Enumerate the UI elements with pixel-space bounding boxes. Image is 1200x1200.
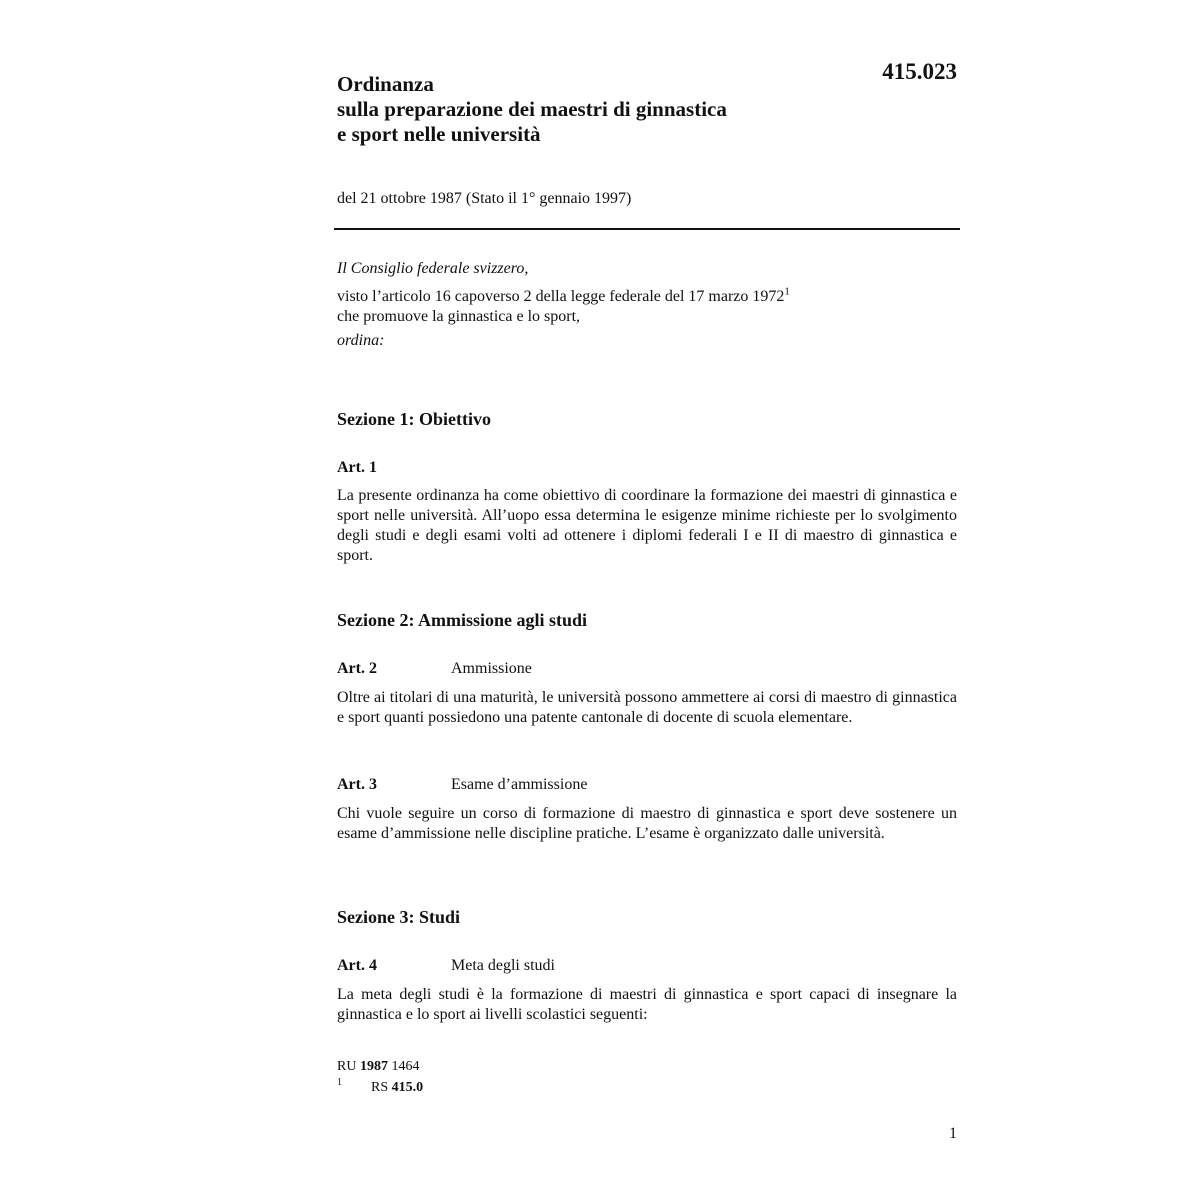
article-number: Art. 4 [337, 957, 377, 974]
article-2-heading [337, 659, 957, 679]
official-collection-ref [337, 1058, 737, 1076]
section-heading-3: Sezione 3: Studi [337, 907, 461, 927]
article-1-heading [337, 458, 957, 478]
footnote-prefix: RS [371, 1080, 389, 1095]
title-line-3: e sport nelle università [337, 122, 541, 146]
ru-page: 1464 [391, 1059, 420, 1074]
sr-number: 415.023 [882, 59, 957, 84]
preamble-decree: ordina: [337, 332, 385, 349]
article-2-text: Oltre ai titolari di una maturità, le università possono ammettere ai corsi di maestro di ginnastica e sport quanti possiedono una patente cantonale di docente di scuola elementare. [337, 689, 957, 726]
footnote-1: 1 RS 415.0 [337, 1077, 424, 1095]
ru-prefix: RU [337, 1059, 357, 1074]
preamble-authority: Il Consiglio federale svizzero, [337, 260, 529, 277]
footnote-ref: 415.0 [391, 1080, 424, 1095]
article-3-text: Chi vuole seguire un corso di formazione di maestro di ginnastica e sport deve sostenere un esame d’ammissione nelle discipline pratiche. L’esame è organizzato dalle università. [337, 805, 957, 842]
page-number: 1 [949, 1125, 957, 1142]
article-number: Art. 2 [337, 660, 377, 677]
article-4-text: La meta degli studi è la formazione di maestri di ginnastica e sport capaci di insegnare la ginnastica e lo sport ai livelli scolastici seguenti: [337, 986, 957, 1023]
footnote-ref-1[interactable]: 1 [784, 285, 790, 298]
document-title [337, 72, 857, 147]
article-1-text: La presente ordinanza ha come obiettivo di coordinare la formazione dei maestri di ginnastica e sport nelle università. All’uopo essa determina le esigenze minime richieste per lo svolgimento degli studi e degli esami volti ad ottenere i diplomi federali I e II di maestro di ginnastica e sport. [337, 487, 957, 564]
ru-year: 1987 [359, 1059, 388, 1074]
article-4-heading [337, 956, 957, 976]
preamble-basis-line-2: che promuove la ginnastica e lo sport, [337, 308, 581, 325]
article-title: Esame d’ammissione [451, 776, 588, 793]
article-title: Ammissione [451, 660, 532, 677]
article-title: Meta degli studi [451, 957, 555, 974]
section-heading-1: Sezione 1: Obiettivo [337, 409, 491, 429]
header-divider [334, 228, 960, 230]
article-3-heading [337, 775, 957, 795]
date-line: del 21 ottobre 1987 (Stato il 1° gennaio 1997) [337, 190, 632, 207]
preamble-basis-line-1: visto l’articolo 16 capoverso 2 della legge federale del 17 marzo 1972 [337, 288, 785, 305]
preamble-basis [337, 287, 957, 327]
section-heading-2: Sezione 2: Ammissione agli studi [337, 610, 588, 630]
title-line-1: Ordinanza [337, 72, 434, 96]
title-line-2: sulla preparazione dei maestri di ginnastica [337, 97, 727, 121]
article-number: Art. 3 [337, 776, 377, 793]
article-number: Art. 1 [337, 459, 377, 476]
